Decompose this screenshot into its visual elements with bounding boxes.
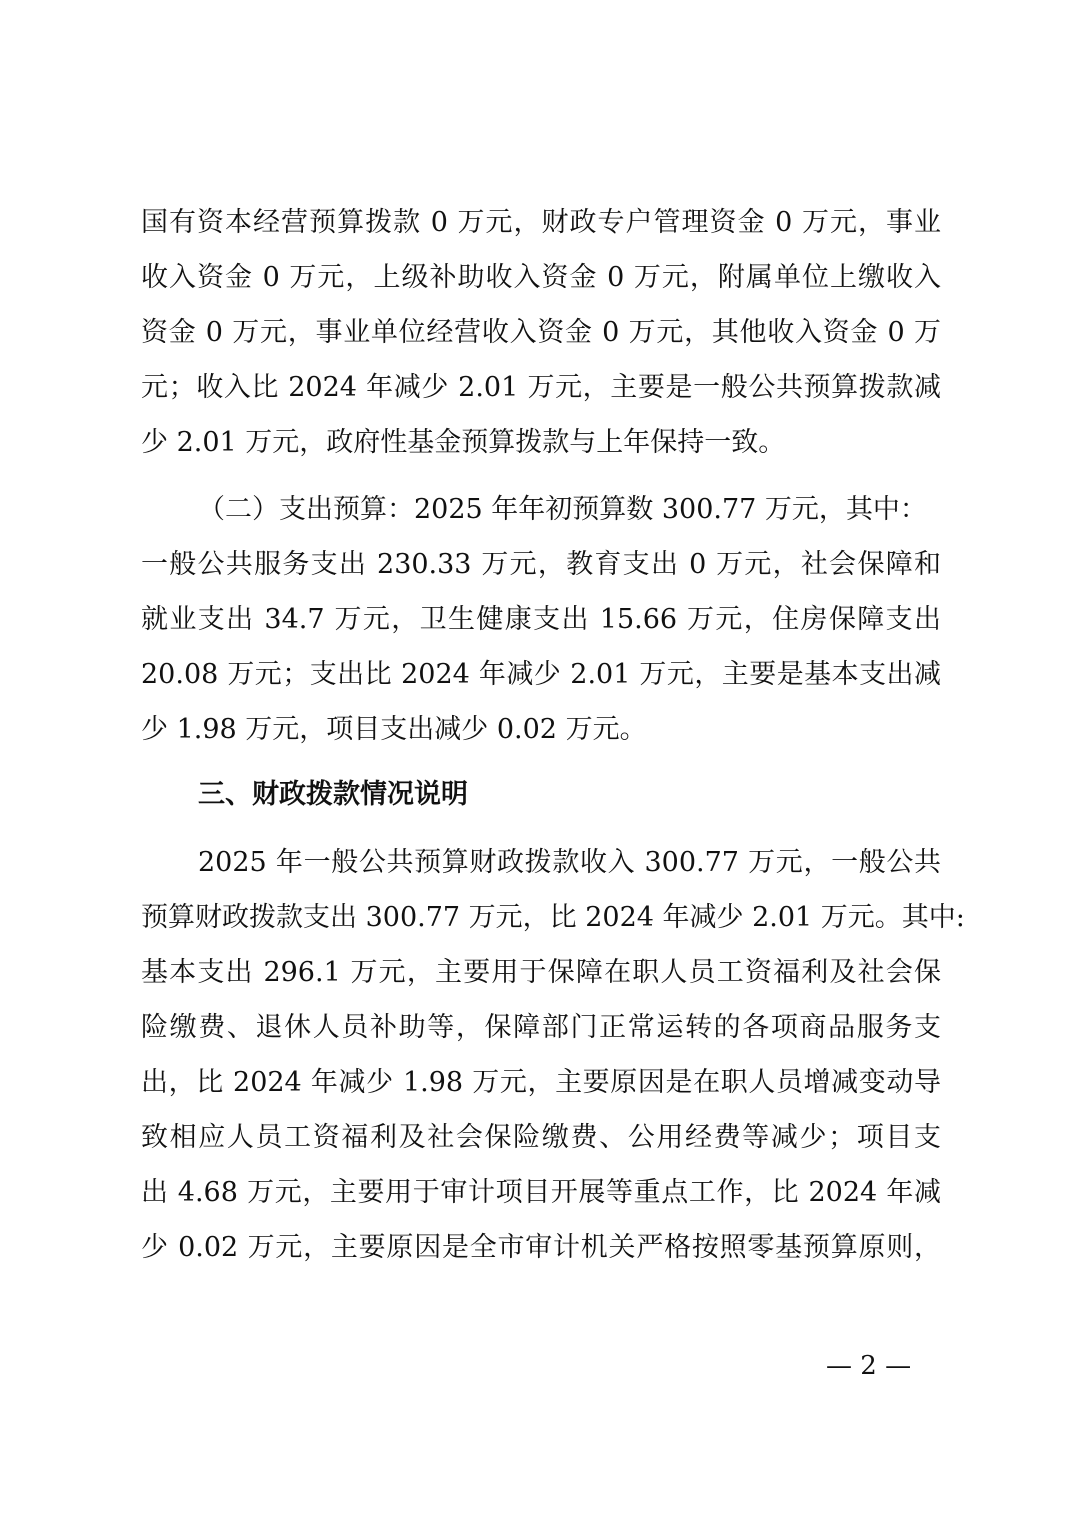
paragraph-3-line-6: 致相应人员工资福利及社会保险缴费、公用经费等减少；项目支 xyxy=(141,1122,941,1153)
paragraph-1-line-4: 元；收入比 2024 年减少 2.01 万元，主要是一般公共预算拨款减 xyxy=(141,372,941,403)
paragraph-3-line-8: 少 0.02 万元，主要原因是全市审计机关严格按照零基预算原则， xyxy=(141,1232,941,1263)
paragraph-3-line-5: 出，比 2024 年减少 1.98 万元，主要原因是在职人员增减变动导 xyxy=(141,1067,941,1098)
paragraph-2-line-3: 就业支出 34.7 万元，卫生健康支出 15.66 万元，住房保障支出 xyxy=(141,604,941,635)
paragraph-3-line-2: 预算财政拨款支出 300.77 万元，比 2024 年减少 2.01 万元。其中: xyxy=(141,902,965,933)
paragraph-3-line-1: 2025 年一般公共预算财政拨款收入 300.77 万元，一般公共 xyxy=(198,847,941,878)
paragraph-2-line-2: 一般公共服务支出 230.33 万元，教育支出 0 万元，社会保障和 xyxy=(141,549,941,580)
paragraph-3-line-3: 基本支出 296.1 万元，主要用于保障在职人员工资福利及社会保 xyxy=(141,957,941,988)
paragraph-2-line-5: 少 1.98 万元，项目支出减少 0.02 万元。 xyxy=(141,714,647,745)
paragraph-1-line-1: 国有资本经营预算拨款 0 万元，财政专户管理资金 0 万元，事业 xyxy=(141,207,941,238)
paragraph-3-line-4: 险缴费、退休人员补助等，保障部门正常运转的各项商品服务支 xyxy=(141,1012,941,1043)
paragraph-2-line-4: 20.08 万元；支出比 2024 年减少 2.01 万元，主要是基本支出减 xyxy=(141,659,941,690)
page-number: — 2 — xyxy=(826,1351,912,1381)
paragraph-3-line-7: 出 4.68 万元，主要用于审计项目开展等重点工作，比 2024 年减 xyxy=(141,1177,941,1208)
paragraph-1-line-5: 少 2.01 万元，政府性基金预算拨款与上年保持一致。 xyxy=(141,427,786,458)
paragraph-1-line-3: 资金 0 万元，事业单位经营收入资金 0 万元，其他收入资金 0 万 xyxy=(141,317,941,348)
paragraph-2-line-1: （二）支出预算：2025 年年初预算数 300.77 万元，其中： xyxy=(198,494,927,525)
paragraph-1-line-2: 收入资金 0 万元，上级补助收入资金 0 万元，附属单位上缴收入 xyxy=(141,262,941,293)
section-heading: 三、财政拨款情况说明 xyxy=(198,779,468,810)
